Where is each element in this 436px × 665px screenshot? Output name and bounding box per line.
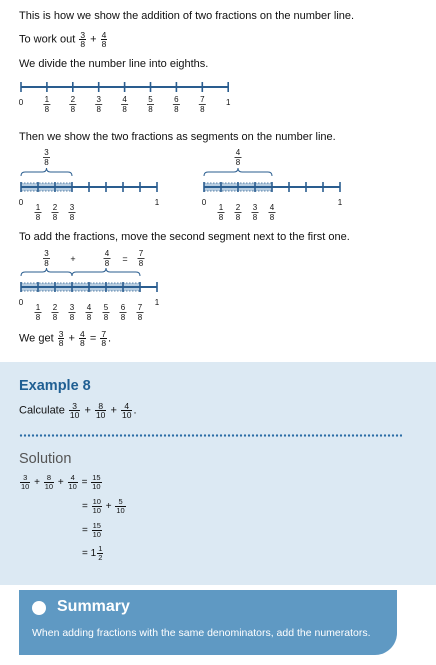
line-eighths-label-6-eighths-numerator: 6 bbox=[174, 95, 179, 104]
line-four-eighths-label-1-eighths-denominator: 8 bbox=[218, 213, 224, 222]
term-1: $\frac{3}{10}$ bbox=[69, 401, 80, 420]
fraction-seven-eighths: $\frac{7}{8}$ bbox=[101, 329, 107, 348]
line-combined-label-6-eighths-denominator: 8 bbox=[120, 313, 126, 322]
line-four-eighths-label-3-eighths-numerator: 3 bbox=[252, 203, 258, 212]
summary-text: When adding fractions with the same denominators, add the numerators. bbox=[32, 627, 371, 639]
label-a-numerator: 3 bbox=[44, 249, 49, 258]
line-three-eighths-label-2-eighths-denominator: 8 bbox=[52, 213, 58, 222]
line-combined-label-2-eighths-numerator: 2 bbox=[52, 303, 58, 312]
line-four-eighths-label-1: 1 bbox=[337, 198, 343, 207]
line-combined-label-6-eighths-numerator: 6 bbox=[120, 303, 126, 312]
label-four-eighths-numerator: 4 bbox=[235, 148, 241, 157]
intro-sentence: This is how we show the addition of two fractions on the number line. bbox=[19, 10, 355, 22]
plus-sign: + bbox=[90, 33, 97, 46]
line-combined-label-4-eighths-numerator: 4 bbox=[86, 303, 92, 312]
line-four-eighths-label-4-eighths-denominator: 8 bbox=[269, 213, 275, 222]
line-eighths-label-0: 0 bbox=[18, 98, 24, 107]
line-three-eighths-label-1-eighths-numerator: 1 bbox=[35, 203, 41, 212]
line-combined-label-1-eighths-numerator: 1 bbox=[35, 303, 41, 312]
line-eighths-label-5-eighths-denominator: 8 bbox=[148, 105, 153, 114]
line-combined-label-3-eighths-denominator: 8 bbox=[69, 313, 75, 322]
brace-three-eighths bbox=[21, 168, 72, 176]
plus-sign: + bbox=[84, 404, 91, 417]
divide-sentence: We divide the number line into eighths. bbox=[19, 58, 209, 70]
line-eighths-label-7-eighths-numerator: 7 bbox=[200, 95, 205, 104]
line-eighths-label-3-eighths-denominator: 8 bbox=[96, 105, 101, 114]
line-combined-label-2-eighths-denominator: 8 bbox=[52, 313, 58, 322]
line-four-eighths-label-4-eighths-numerator: 4 bbox=[269, 203, 275, 212]
line-three-eighths-label-2-eighths-numerator: 2 bbox=[52, 203, 58, 212]
segments-sentence: Then we show the two fractions as segments on the number line. bbox=[19, 131, 336, 143]
solution-step-1: $\frac{3}{10}$ + $\frac{8}{10}$ + $\frac{4}{10}$ = $\frac{15}{10}$ bbox=[21, 473, 101, 491]
label-three-eighths-numerator: 3 bbox=[44, 148, 49, 157]
line-three-eighths-label-3-eighths-numerator: 3 bbox=[69, 203, 75, 212]
label-b-numerator: 4 bbox=[104, 249, 110, 258]
fraction-three-eighths: $\frac{3}{8}$ bbox=[58, 329, 64, 348]
brace-four-eighths bbox=[204, 168, 272, 176]
work-out-label: To work out bbox=[19, 33, 76, 46]
example-title: Example 8 bbox=[19, 378, 91, 394]
equals-label: = bbox=[122, 254, 128, 264]
summary-panel bbox=[19, 590, 397, 655]
line-three-eighths-label-1-eighths-denominator: 8 bbox=[35, 213, 41, 222]
line-eighths-label-2-eighths-numerator: 2 bbox=[70, 95, 76, 104]
line-four-eighths-label-3-eighths-denominator: 8 bbox=[252, 213, 258, 222]
move-segment-sentence: To add the fractions, move the second segment next to the first one. bbox=[19, 231, 350, 243]
solution-title: Solution bbox=[19, 451, 72, 467]
line-three-eighths-label-1: 1 bbox=[154, 198, 160, 207]
brace-a bbox=[21, 268, 72, 276]
label-four-eighths-denominator: 8 bbox=[235, 158, 241, 167]
equals-sign: = bbox=[89, 332, 97, 345]
line-eighths-label-1: 1 bbox=[225, 98, 231, 107]
line-combined-label-4-eighths-denominator: 8 bbox=[86, 313, 92, 322]
line-three-eighths-label-3-eighths-denominator: 8 bbox=[69, 213, 75, 222]
label-a-denominator: 8 bbox=[44, 259, 49, 268]
term-3: $\frac{4}{10}$ bbox=[121, 401, 132, 420]
line-eighths-label-1-eighths-denominator: 8 bbox=[44, 105, 50, 114]
fraction-four-eighths: $\frac{4}{8}$ bbox=[101, 30, 107, 49]
line-combined-label-5-eighths-numerator: 5 bbox=[103, 303, 109, 312]
line-four-eighths-label-2-eighths-denominator: 8 bbox=[235, 213, 241, 222]
dotted-divider bbox=[19, 434, 402, 437]
solution-step-3: = $\frac{15}{10}$ bbox=[82, 521, 101, 539]
line-eighths-label-7-eighths-denominator: 8 bbox=[200, 105, 205, 114]
result-line: We get $\frac{3}{8}$ + $\frac{4}{8}$ = $\frac{7}{8}$ . bbox=[19, 329, 112, 348]
line-eighths-label-1-eighths-numerator: 1 bbox=[44, 95, 50, 104]
line-eighths-label-6-eighths-denominator: 8 bbox=[174, 105, 179, 114]
plus-label: + bbox=[70, 254, 76, 264]
line-combined-label-3-eighths-numerator: 3 bbox=[69, 303, 75, 312]
label-sum-denominator: 8 bbox=[138, 259, 144, 268]
solution-step-2: = $\frac{10}{10}$ + $\frac{5}{10}$ bbox=[82, 497, 125, 515]
line-eighths-label-4-eighths-numerator: 4 bbox=[122, 95, 127, 104]
line-four-eighths-label-2-eighths-numerator: 2 bbox=[235, 203, 241, 212]
line-eighths-label-3-eighths-numerator: 3 bbox=[96, 95, 101, 104]
line-combined-label-1: 1 bbox=[154, 298, 160, 307]
line-combined-label-5-eighths-denominator: 8 bbox=[103, 313, 109, 322]
label-b-denominator: 8 bbox=[104, 259, 110, 268]
label-sum-numerator: 7 bbox=[138, 249, 144, 258]
calculate-label: Calculate bbox=[19, 404, 65, 417]
calculate-line: Calculate $\frac{3}{10}$ + $\frac{8}{10}$ + $\frac{4}{10}$ . bbox=[19, 401, 137, 420]
line-eighths-label-2-eighths-denominator: 8 bbox=[70, 105, 76, 114]
line-four-eighths-label-0: 0 bbox=[201, 198, 207, 207]
brace-b bbox=[72, 268, 140, 276]
label-three-eighths-denominator: 8 bbox=[44, 158, 49, 167]
fraction-three-eighths: $\frac{3}{8}$ bbox=[80, 30, 86, 49]
fraction-four-eighths: $\frac{4}{8}$ bbox=[80, 329, 85, 348]
line-three-eighths-label-0: 0 bbox=[18, 198, 24, 207]
line-combined-label-0: 0 bbox=[18, 298, 24, 307]
line-combined-label-1-eighths-denominator: 8 bbox=[35, 313, 41, 322]
we-get-label: We get bbox=[19, 332, 54, 345]
line-eighths-label-5-eighths-numerator: 5 bbox=[148, 95, 153, 104]
summary-title: Summary bbox=[57, 598, 130, 615]
plus-sign: + bbox=[68, 332, 75, 345]
line-four-eighths-label-1-eighths-numerator: 1 bbox=[218, 203, 224, 212]
bullet-icon bbox=[32, 601, 46, 615]
line-combined-label-7-eighths-denominator: 8 bbox=[137, 313, 143, 322]
line-combined-label-7-eighths-numerator: 7 bbox=[137, 303, 143, 312]
line-eighths-label-4-eighths-denominator: 8 bbox=[122, 105, 127, 114]
plus-sign: + bbox=[110, 404, 117, 417]
solution-step-4: = 1 $\frac{1}{2}$ bbox=[82, 544, 103, 562]
term-2: $\frac{8}{10}$ bbox=[95, 401, 106, 420]
